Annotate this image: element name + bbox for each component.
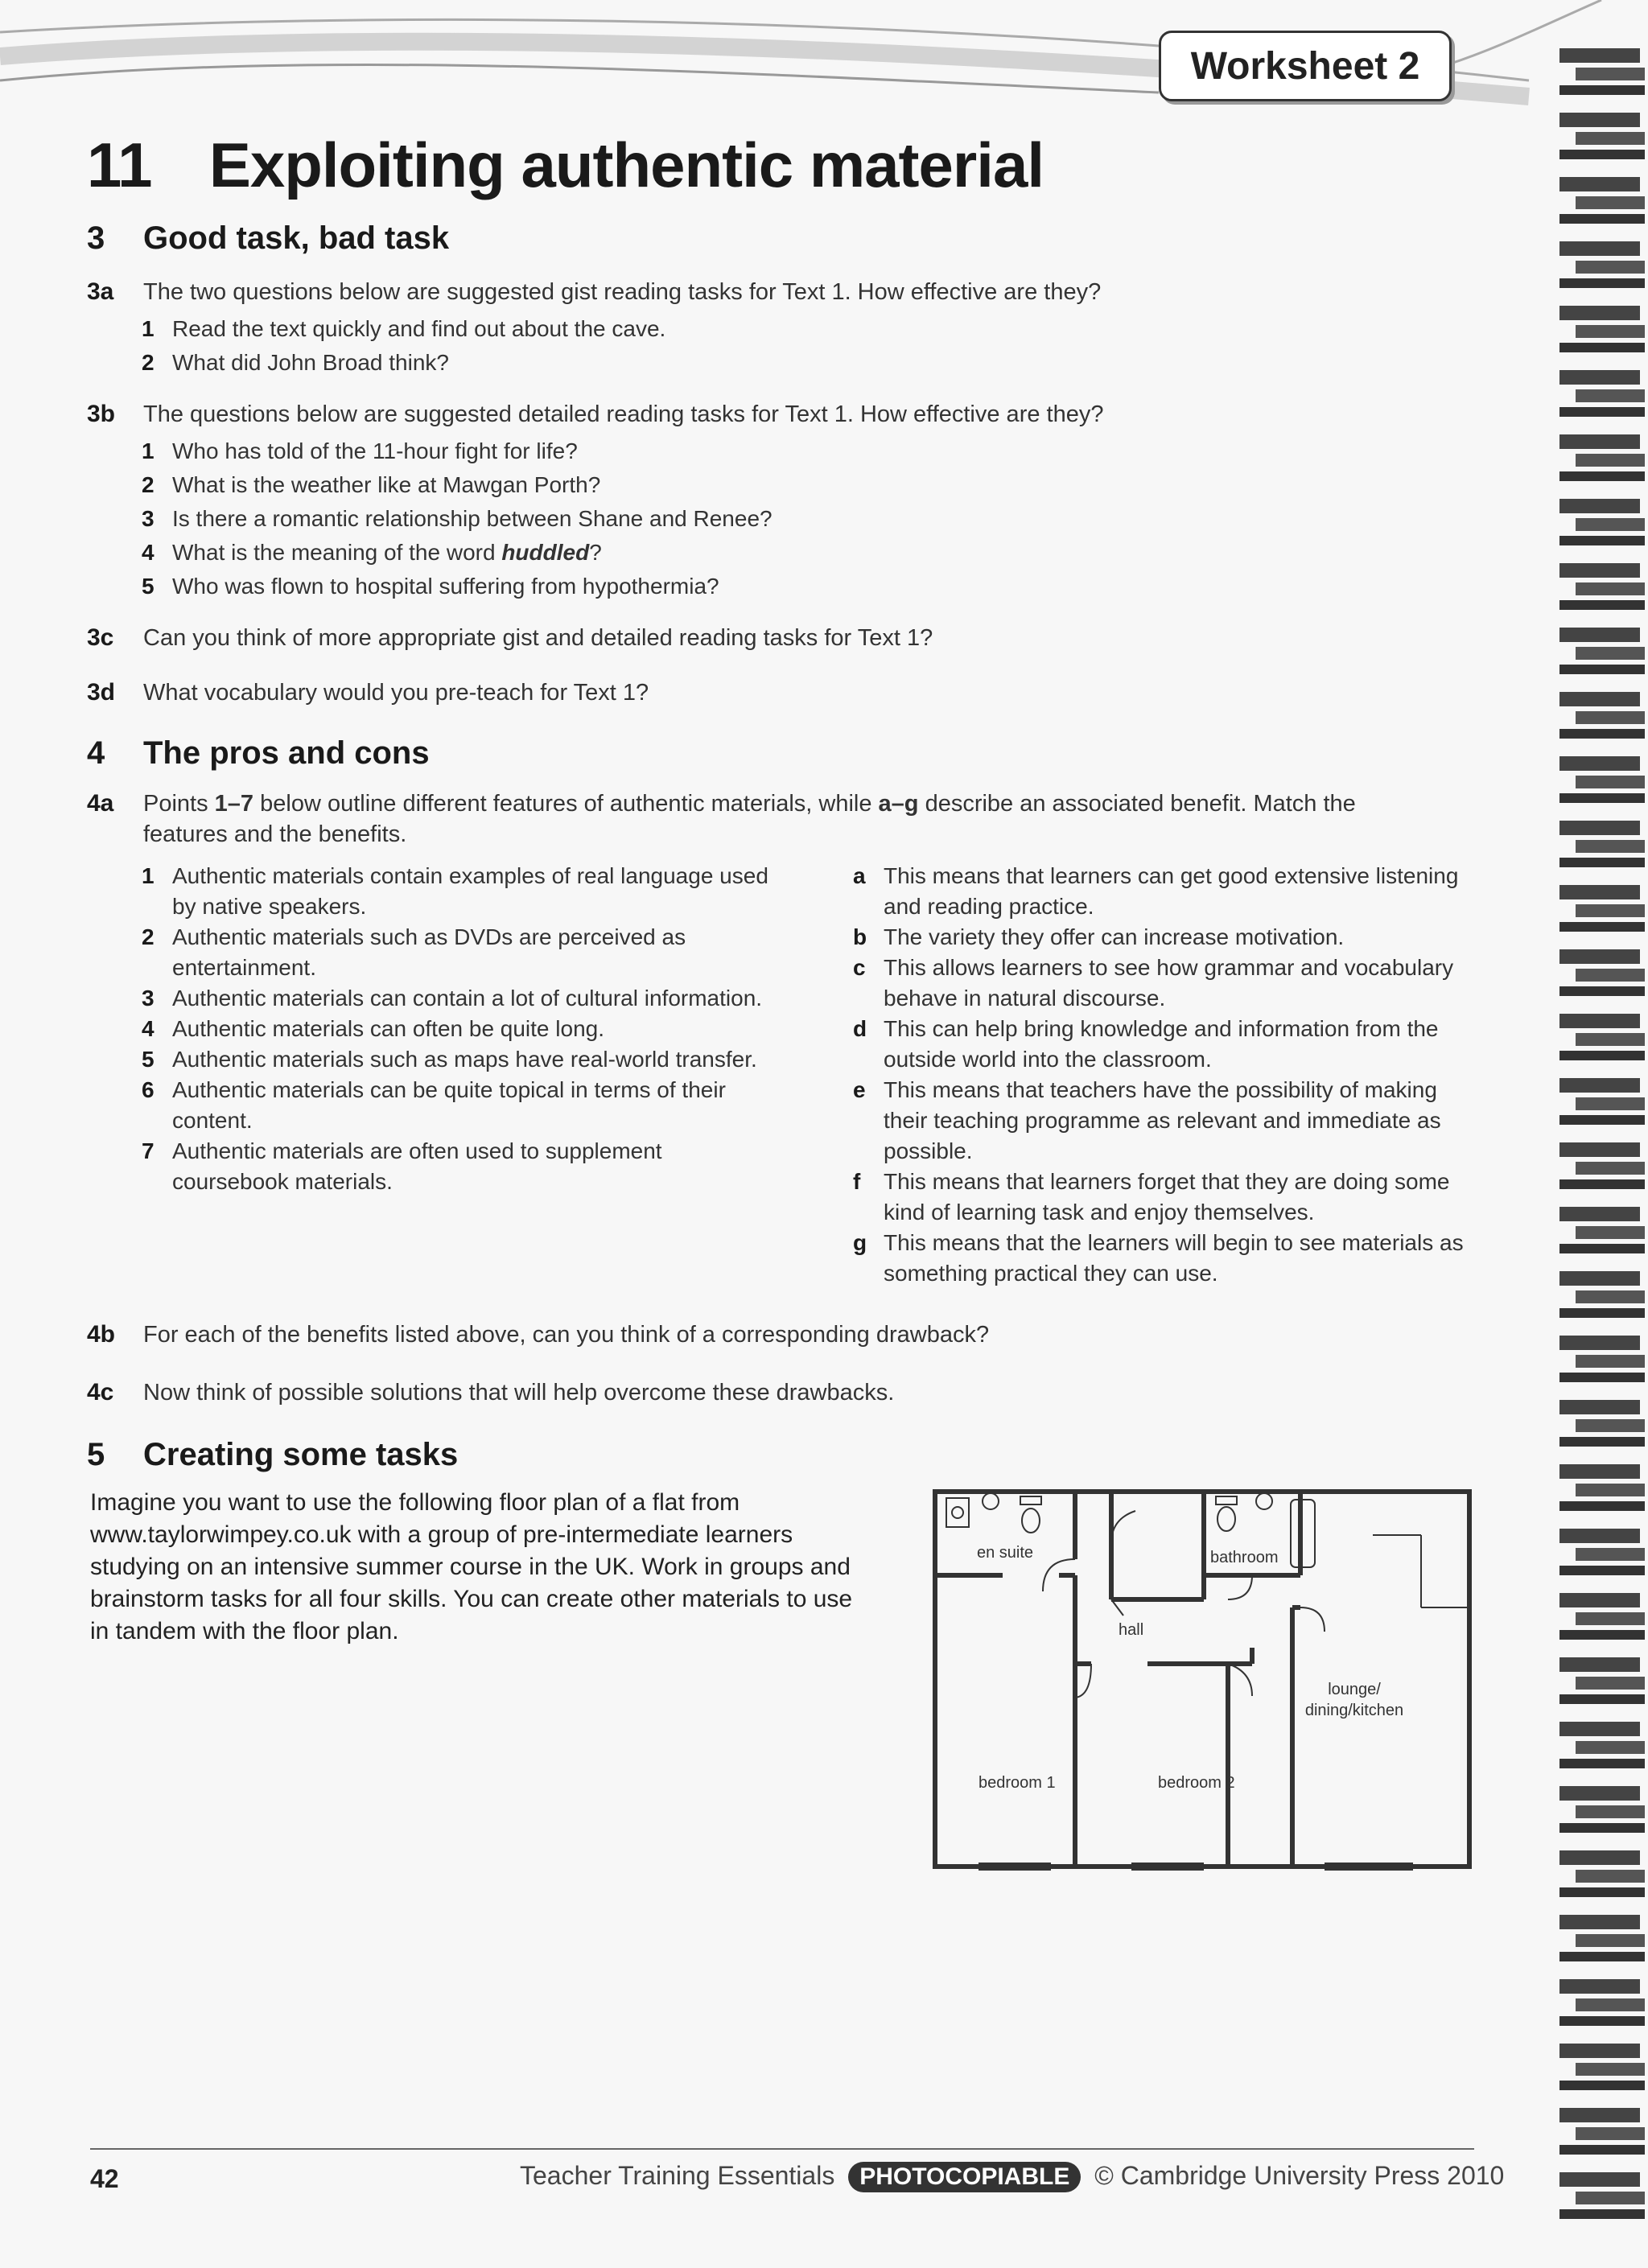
worksheet-tab: Worksheet 2: [1159, 31, 1452, 101]
binding-ring: [1559, 2044, 1645, 2090]
item-letter: e: [853, 1077, 866, 1102]
binding-ring: [1559, 756, 1645, 803]
item-letter: b: [853, 924, 867, 949]
question-4a: [0, 788, 1529, 853]
binding-ring: [1559, 370, 1645, 417]
photocopiable-badge: PHOTOCOPIABLE: [848, 2162, 1081, 2192]
binding-ring: [1559, 949, 1645, 996]
book-title: Teacher Training Essentials: [520, 2161, 835, 2190]
benefit-item: [853, 953, 1481, 1014]
benefit-item: [853, 1228, 1481, 1289]
binding-ring: [1559, 1722, 1645, 1768]
question-text-part: Points: [143, 791, 215, 817]
item-number: 4: [142, 1016, 154, 1041]
floor-plan: [930, 1487, 1474, 1871]
question-text: Now think of possible solutions that will help overcome these drawbacks.: [143, 1380, 895, 1406]
chapter-title-text: Exploiting authentic material: [208, 130, 1044, 200]
item-text-emphasis: huddled: [501, 540, 590, 565]
question-text-bold: 1–7: [214, 791, 254, 817]
section-title: The pros and cons: [143, 735, 430, 771]
binding-ring: [1559, 1786, 1645, 1833]
question-id: 4b: [87, 1321, 116, 1348]
question-text: Can you think of more appropriate gist and detailed reading tasks for Text 1?: [143, 625, 933, 651]
item-text: Who has told of the 11-hour fight for life?: [172, 438, 578, 463]
item-number: 5: [142, 1047, 154, 1072]
binding-ring: [1559, 1915, 1645, 1961]
item-letter: g: [853, 1230, 867, 1255]
item-text: Authentic materials such as maps have real-world transfer.: [172, 1047, 757, 1072]
feature-item: [142, 1044, 769, 1075]
binding-ring: [1559, 1207, 1645, 1253]
binding-ring: [1559, 1529, 1645, 1575]
section-5-intro: Imagine you want to use the following floor plan of a flat from www.taylorwimpey.co.uk with a group of pre-intermediate learners studying on an intensive summer course in the UK. Work in groups and brainstorm tasks for all four skills. You can create other materials to use in tandem with the floor plan.: [90, 1489, 853, 1644]
item-number: 2: [142, 924, 154, 949]
binding-ring: [1559, 628, 1645, 674]
binding-ring: [1559, 434, 1645, 481]
item-text: Authentic materials can often be quite long.: [172, 1016, 605, 1041]
item-letter: a: [853, 863, 866, 888]
question-4b: [0, 1319, 1529, 1352]
binding-ring: [1559, 1142, 1645, 1189]
item-text: This allows learners to see how grammar and vocabulary behave in natural discourse.: [884, 955, 1454, 1011]
item-text: What is the weather like at Mawgan Porth?: [172, 472, 601, 497]
question-id: 3d: [87, 679, 116, 706]
question-id: 3c: [87, 624, 114, 651]
item-text: This means that learners forget that they are doing some kind of learning task and enjoy themselves.: [884, 1169, 1450, 1225]
room-label-bedroom-2: bedroom 2: [1158, 1774, 1235, 1792]
item-text: This means that the learners will begin to see materials as something practical they can use.: [884, 1230, 1464, 1286]
item-number: 3: [142, 986, 154, 1011]
question-3d: [0, 677, 1529, 710]
question-3c: [0, 623, 1529, 655]
question-id: 3b: [87, 401, 116, 427]
binding-ring: [1559, 1078, 1645, 1125]
binding-ring: [1559, 241, 1645, 288]
footer-credits: [520, 2161, 1504, 2192]
section-5-heading: [87, 1437, 458, 1473]
binding-ring: [1559, 177, 1645, 224]
chapter-title: [87, 129, 1044, 202]
item-text: Is there a romantic relationship between Shane and Renee?: [172, 506, 772, 531]
binding-ring: [1559, 1850, 1645, 1897]
item-number: 2: [142, 350, 154, 375]
binding-ring: [1559, 1014, 1645, 1060]
benefit-item: [853, 922, 1481, 953]
section-3-heading: [87, 220, 449, 257]
item-letter: d: [853, 1016, 867, 1041]
room-label-hall: hall: [1119, 1621, 1144, 1639]
question-id: 4c: [87, 1379, 114, 1406]
item-text: The variety they offer can increase motivation.: [884, 924, 1345, 949]
question-text: The questions below are suggested detailed reading tasks for Text 1. How effective are they?: [143, 401, 1104, 427]
feature-item: [142, 922, 769, 983]
question-text-part: describe an associated benefit. Match the features and the benefits.: [143, 791, 1356, 847]
item-text: Read the text quickly and find out about the cave.: [172, 316, 666, 341]
item-letter: c: [853, 955, 866, 980]
room-label-lounge-2: dining/kitchen: [1304, 1702, 1404, 1719]
binding-ring: [1559, 113, 1645, 159]
binding-ring: [1559, 563, 1645, 610]
question-3b: [0, 399, 1529, 431]
question-text: [143, 788, 1399, 850]
item-text: This can help bring knowledge and information from the outside world into the classroom.: [884, 1016, 1439, 1072]
item-number: 6: [142, 1077, 154, 1102]
question-text: The two questions below are suggested gist reading tasks for Text 1. How effective are they?: [143, 279, 1102, 305]
binding-ring: [1559, 1336, 1645, 1382]
binding-ring: [1559, 692, 1645, 739]
section-number: 3: [87, 220, 105, 256]
item-text: Authentic materials contain examples of real language used by native speakers.: [172, 863, 768, 919]
binding-ring: [1559, 1657, 1645, 1704]
binding-ring: [1559, 2172, 1645, 2219]
binding-ring: [1559, 499, 1645, 545]
binding-ring: [1559, 2108, 1645, 2155]
question-text-bold: a–g: [878, 791, 919, 817]
question-3a: [0, 277, 1529, 309]
binding-ring: [1559, 1979, 1645, 2026]
binding-ring: [1559, 1400, 1645, 1447]
binding-ring: [1559, 1271, 1645, 1318]
benefit-item: [853, 1075, 1481, 1167]
features-list: [142, 861, 769, 1197]
item-text: Authentic materials can be quite topical in terms of their content.: [172, 1077, 726, 1133]
item-number: 1: [142, 316, 154, 341]
binding-ring: [1559, 885, 1645, 932]
item-text: This means that teachers have the possibility of making their teaching programme as relevant and immediate as possible.: [884, 1077, 1441, 1163]
item-text-part: What is the meaning of the word: [172, 540, 502, 565]
item-number: 2: [142, 472, 154, 497]
item-letter: f: [853, 1169, 861, 1194]
spiral-binding-graphic: [1551, 32, 1648, 2237]
room-label-bedroom-1: bedroom 1: [978, 1774, 1056, 1792]
question-text: What vocabulary would you pre-teach for Text 1?: [143, 680, 649, 706]
benefit-item: [853, 861, 1481, 922]
question-id: 4a: [87, 790, 114, 817]
question-text: For each of the benefits listed above, can you think of a corresponding drawback?: [143, 1322, 990, 1348]
binding-ring: [1559, 1464, 1645, 1511]
benefit-item: [853, 1014, 1481, 1075]
room-label-en-suite: en suite: [977, 1544, 1034, 1562]
feature-item: [142, 1075, 769, 1136]
item-text-part: ?: [589, 540, 602, 565]
item-text: Authentic materials are often used to supplement coursebook materials.: [172, 1138, 662, 1194]
item-number: 3: [142, 506, 154, 531]
section-number: 4: [87, 735, 105, 771]
feature-item: [142, 983, 769, 1014]
question-id: 3a: [87, 278, 114, 305]
item-text: [172, 537, 602, 568]
item-text: Authentic materials can contain a lot of cultural information.: [172, 986, 763, 1011]
item-text: Authentic materials such as DVDs are perceived as entertainment.: [172, 924, 686, 980]
copyright: © Cambridge University Press 2010: [1094, 2161, 1505, 2190]
page-number: 42: [90, 2164, 119, 2193]
feature-item: [142, 1014, 769, 1044]
chapter-number: 11: [87, 130, 152, 200]
binding-ring: [1559, 48, 1645, 95]
section-number: 5: [87, 1437, 105, 1472]
item-number: 7: [142, 1138, 154, 1163]
benefits-list: [853, 861, 1481, 1289]
feature-item: [142, 861, 769, 922]
binding-ring: [1559, 306, 1645, 352]
question-4c: [0, 1377, 1529, 1410]
feature-item: [142, 1136, 769, 1197]
item-number: 4: [142, 540, 154, 565]
item-text: What did John Broad think?: [172, 350, 449, 375]
binding-ring: [1559, 821, 1645, 867]
section-4-heading: [87, 735, 430, 772]
binding-ring: [1559, 1593, 1645, 1640]
item-text: Who was flown to hospital suffering from hypothermia?: [172, 574, 719, 599]
section-title: Creating some tasks: [143, 1437, 459, 1472]
item-number: 5: [142, 574, 154, 599]
question-text-part: below outline different features of authentic materials, while: [253, 791, 879, 817]
room-label-lounge-1: lounge/: [1328, 1681, 1381, 1698]
benefit-item: [853, 1167, 1481, 1228]
item-text: This means that learners can get good extensive listening and reading practice.: [884, 863, 1459, 919]
room-label-bathroom: bathroom: [1210, 1549, 1279, 1566]
section-title: Good task, bad task: [143, 220, 450, 256]
item-number: 1: [142, 438, 154, 463]
item-number: 1: [142, 863, 154, 888]
footer-divider: [90, 2148, 1474, 2150]
